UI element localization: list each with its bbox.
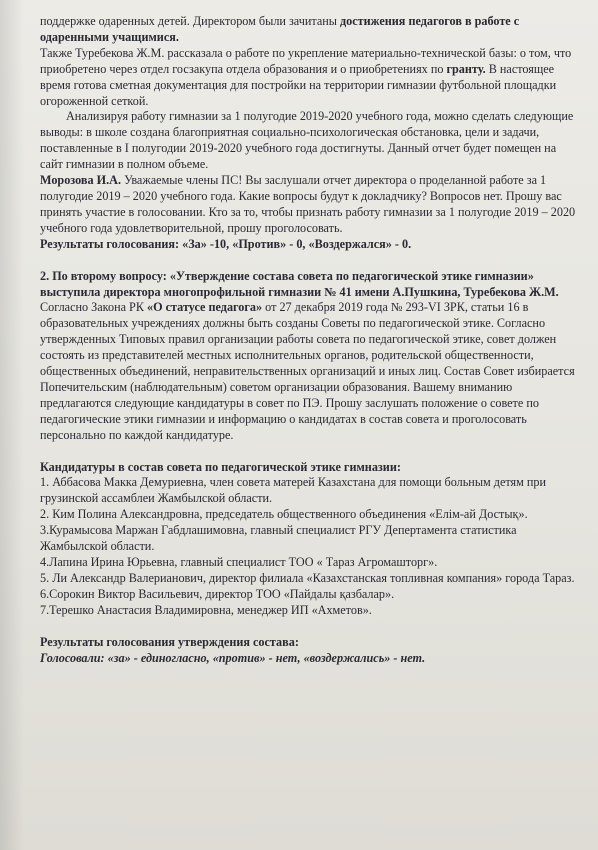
paragraph-gifted-children: поддержке одаренных детей. Директором были зачитаны достижения педагогов в работе с одаренными учащимися. <box>40 14 520 44</box>
paragraph-analysis: Анализируя работу гимназии за 1 полугодие 2019-2020 учебного года, можно сделать следующие выводы: в школе создана благоприятная социально-психологическая обстановка, цели и задачи, поставленные в I полугодии 2019-2020 учебного года достигнуты. Данный отчет будет помещен на сайт гимназии в полном объеме. <box>40 109 574 172</box>
grant-emphasis: гранту. <box>446 61 486 76</box>
candidate-item: 5. Ли Александр Валерианович, директор филиала «Казахстанская топливная компания» города Тараз. <box>40 570 575 585</box>
vote-result-1: Результаты голосования: «За» -10, «Против» - 0, «Воздержался» - 0. <box>40 236 412 251</box>
candidate-item: 7.Терешко Анастасия Владимировна, менеджер ИП «Ахметов». <box>40 602 372 617</box>
candidates-title: Кандидатуры в состав совета по педагогической этике гимназии: <box>40 459 401 474</box>
paragraph-morozova: Морозова И.А. Уважаемые члены ПС! Вы заслушали отчет директора о проделанной работе за 1 полугодие 2019 – 2020 учебного года. Какие вопросы будут к докладчику? Вопросов нет. Прошу вас принять участие в голосовании. Кто за то, чтобы признать работу гимназии за 1 полугодие 2019 – 2020 учебного года удовлетворительной, прошу проголосовать. <box>40 173 576 235</box>
candidate-item: 1. Аббасова Макка Демуриевна, член совета матерей Казахстана для помощи больным детям при грузинской ассамблеи Жамбылской области. <box>40 475 547 506</box>
candidate-item: 2. Ким Полина Александровна, председатель общественного объединения «Елім-ай Достық». <box>40 507 528 522</box>
achievements-emphasis: достижения педагогов в работе с одаренными учащимися <box>40 14 520 44</box>
law-title: «О статусе педагога» <box>147 300 263 315</box>
paragraph-second-question: 2. По второму вопросу: «Утверждение состава совета по педагогической этике гимназии» выступила директора многопрофильной гимназии № 41 имени А.Пушкина, Туребекова Ж.М. Согласно Закона РК «О статусе педагога» от 27 декабря 2019 года № 293-VI ЗРК, статьи 16 в образовательных учреждениях должны быть созданы Советы по педагогической этике. Согласно утвержденных Типовых правил организации работы совета по педагогической этике, совет должен состоять из представителей местных исполнительных органов, родительской общественности, общественных объединений, неправительственных организаций и иных лиц. Состав Совет избирается Попечительским (наблюдательным) советом организации образования. Вашему вниманию предлагаются следующие кандидатуры в совет по ПЭ. Прошу заслушать положение о совете по педагогические этики гимназии и информацию о кандидатах в состав совета и проголосовать персонально по каждой кандидатуре. <box>40 268 575 442</box>
vote-result-2-text: Голосовали: «за» - единогласно, «против» - нет, «воздержались» - нет. <box>40 650 426 665</box>
vote-result-2-title: Результаты голосования утверждения состава: <box>40 634 299 649</box>
candidate-item: 6.Сорокин Виктор Васильевич, директор ТОО «Пайдалы қазбалар». <box>40 586 395 601</box>
candidate-item: 4.Лапина Ирина Юрьевна, главный специалист ТОО « Тараз Агромашторг». <box>40 555 438 569</box>
paragraph-material-base: Также Туребекова Ж.М. рассказала о работе по укрепление материально-технической базы: о том, что приобретено через отдел госзакупа отдела образования и о приобретениях по гранту. В настоящее время готова сметная документация для постройки на территории гимназии футбольной площадки огороженной сеткой. <box>40 45 572 108</box>
speaker-name: Морозова И.А. <box>40 173 122 188</box>
candidate-item: 3.Курамысова Маржан Габдлашимовна, главный специалист РГУ Депертамента статистика Жамбылской области. <box>40 523 517 554</box>
second-question-heading: 2. По второму вопросу: «Утверждение состава совета по педагогической этике гимназии» выступила директора многопрофильной гимназии № 41 имени А.Пушкина, Туребекова Ж.М. <box>40 268 559 299</box>
